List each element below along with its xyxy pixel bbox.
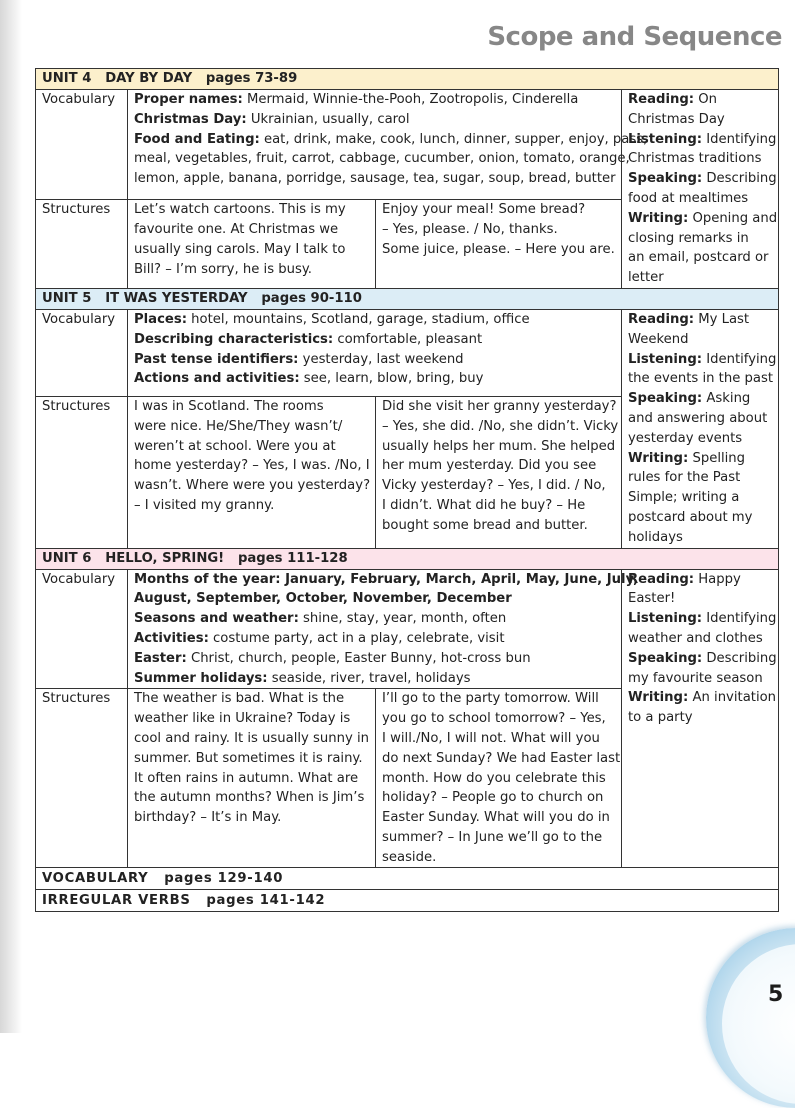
skill-description: Identifying — [702, 351, 777, 367]
structures-line: – Yes, she did. /No, she didn’t. Vicky — [382, 418, 619, 434]
vocabulary-words: shine, stay, year, month, often — [298, 611, 507, 627]
structures-line: summer. But sometimes it is rainy. — [134, 750, 363, 766]
structures-label: Structures — [36, 397, 128, 549]
vocabulary-words: hotel, mountains, Scotland, garage, stadium, office — [186, 311, 530, 327]
structures-line: do next Sunday? We had Easter last — [382, 750, 621, 766]
vocabulary-line — [134, 110, 615, 130]
skill-line — [628, 310, 772, 330]
structures-line: summer? – In June we’ll go to the — [382, 829, 603, 845]
skill-description: closing remarks in — [628, 230, 749, 246]
vocabulary-words: lemon, apple, banana, porridge, sausage, tea, sugar, soup, bread, butter — [134, 171, 616, 187]
skill-line — [628, 209, 778, 229]
skill-line — [628, 488, 772, 508]
vocabulary-words: Christ, church, people, Easter Bunny, hot-cross bun — [186, 650, 531, 666]
vocabulary-words: yesterday, last weekend — [298, 351, 464, 367]
skill-description: Happy — [694, 571, 741, 587]
structures-column-a — [128, 397, 376, 549]
vocabulary-line — [134, 90, 615, 110]
reference-section-title: IRREGULAR VERBS pages 141-142 — [36, 890, 779, 912]
structures-line: Bill? – I’m sorry, he is busy. — [134, 261, 312, 277]
vocabulary-words: Ukrainian, usually, carol — [246, 111, 410, 127]
vocabulary-topic: Seasons and weather: — [134, 611, 299, 627]
skill-description: the events in the past — [628, 371, 773, 387]
structures-line: birthday? – It’s in May. — [134, 810, 282, 826]
skill-type: Speaking: — [628, 650, 703, 666]
skill-type: Listening: — [628, 351, 703, 367]
vocabulary-line — [134, 649, 615, 669]
structures-line: her mum yesterday. Did you see — [382, 458, 597, 474]
skill-description: Simple; writing a — [628, 490, 740, 506]
structures-line: holiday? – People go to church on — [382, 790, 604, 806]
reference-section-title: VOCABULARY pages 129-140 — [36, 868, 779, 890]
skills-cell — [622, 309, 779, 548]
structures-line: cool and rainy. It is usually sunny in — [134, 730, 370, 746]
vocabulary-line — [134, 609, 615, 629]
skill-type: Reading: — [628, 92, 695, 107]
vocabulary-topic: Past tense identifiers: — [134, 351, 299, 367]
vocabulary-topic: Places: — [134, 311, 187, 327]
skill-description: rules for the Past — [628, 470, 741, 486]
skill-description: Opening and — [688, 210, 778, 226]
skill-line — [628, 110, 772, 130]
skill-description: an email, postcard or — [628, 250, 769, 266]
page-binding-shadow — [0, 0, 22, 1033]
structures-column-a — [128, 200, 376, 289]
skill-description: Weekend — [628, 331, 689, 347]
structures-line: home yesterday? – Yes, I was. /No, I — [134, 458, 370, 474]
vocabulary-line — [134, 589, 615, 609]
skill-line — [628, 429, 772, 449]
structures-line: month. How do you celebrate this — [382, 770, 606, 786]
structures-label: Structures — [36, 200, 128, 289]
structures-line: the autumn months? When is Jim’s — [134, 790, 365, 806]
structures-line: Did she visit her granny yesterday? — [382, 399, 617, 414]
skill-line — [628, 350, 777, 370]
vocabulary-topic: Months of the year: January, February, March, April, May, June, July, — [134, 571, 639, 587]
vocabulary-line — [134, 350, 615, 370]
structures-line: The weather is bad. What is the — [134, 691, 345, 707]
vocabulary-line — [134, 669, 615, 689]
vocabulary-words: eat, drink, make, cook, lunch, dinner, supper, enjoy, pass, — [259, 131, 648, 147]
unit-heading: UNIT 5 IT WAS YESTERDAY pages 90-110 — [36, 288, 779, 309]
skill-line — [628, 248, 772, 268]
structures-line: were nice. He/She/They wasn’t/ — [134, 418, 343, 434]
skill-description: Asking — [702, 391, 751, 407]
skill-type: Speaking: — [628, 171, 703, 187]
structures-line: favourite one. At Christmas we — [134, 222, 339, 238]
skill-type: Writing: — [628, 210, 689, 226]
structures-line: Some juice, please. – Here you are. — [382, 242, 615, 257]
skill-type: Writing: — [628, 690, 689, 706]
unit-heading-row — [36, 288, 779, 309]
vocabulary-words: meal, vegetables, fruit, carrot, cabbage, cucumber, onion, tomato, orange, — [134, 151, 630, 167]
vocabulary-topic: Actions and activities: — [134, 371, 300, 387]
skill-description: weather and clothes — [628, 630, 763, 646]
skill-type: Writing: — [628, 450, 689, 466]
vocabulary-row — [36, 90, 779, 200]
skill-line — [628, 528, 772, 548]
skill-description: letter — [628, 270, 664, 286]
vocabulary-topic: Proper names: — [134, 92, 243, 107]
skill-line — [628, 708, 772, 728]
skill-description: Spelling — [688, 450, 746, 466]
skill-description: postcard about my — [628, 509, 753, 525]
vocabulary-topic: Easter: — [134, 650, 187, 666]
structures-line: usually sing carols. May I talk to — [134, 242, 346, 257]
skill-line — [628, 130, 777, 150]
structures-line: wasn’t. Where were you yesterday? — [134, 478, 371, 494]
structures-column-b — [376, 397, 622, 549]
vocabulary-words: comfortable, pleasant — [333, 331, 483, 347]
vocabulary-content — [128, 569, 639, 689]
structures-line: weren’t at school. Were you at — [134, 438, 336, 454]
vocabulary-content — [128, 90, 648, 200]
structures-line: It often rains in autumn. What are — [134, 770, 359, 786]
structures-line: I’ll go to the party tomorrow. Will — [382, 691, 599, 707]
vocabulary-line — [134, 369, 615, 389]
skill-description: holidays — [628, 529, 683, 545]
skill-line — [628, 229, 772, 249]
skill-description: to a party — [628, 710, 693, 726]
structures-line: I didn’t. What did he buy? – He — [382, 497, 586, 513]
skill-line — [628, 468, 772, 488]
structures-line: seaside. — [382, 849, 437, 865]
structures-line: weather like in Ukraine? Today is — [134, 711, 351, 727]
skill-line — [628, 669, 772, 689]
skill-line — [628, 169, 777, 189]
skill-description: and answering about — [628, 410, 768, 426]
vocabulary-words: seaside, river, travel, holidays — [267, 670, 471, 686]
skill-line — [628, 649, 777, 669]
structures-line: – I visited my granny. — [134, 497, 275, 513]
structures-line: you go to school tomorrow? – Yes, — [382, 711, 606, 727]
vocabulary-topic: Summer holidays: — [134, 670, 268, 686]
reference-section-row — [36, 890, 779, 912]
skills-cell — [622, 569, 779, 868]
vocabulary-line — [134, 169, 615, 189]
skill-line — [628, 688, 777, 708]
skill-type: Reading: — [628, 311, 695, 327]
skill-line — [628, 449, 772, 469]
skill-description: food at mealtimes — [628, 190, 749, 206]
skill-line — [628, 389, 772, 409]
skill-description: Christmas traditions — [628, 151, 762, 167]
vocabulary-topic: Activities: — [134, 630, 209, 646]
vocabulary-row — [36, 569, 779, 689]
structures-line: usually helps her mum. She helped — [382, 438, 616, 454]
vocabulary-topic: August, September, October, November, December — [134, 591, 512, 607]
skill-type: Listening: — [628, 611, 703, 627]
structures-line: Enjoy your meal! Some bread? — [382, 202, 586, 218]
reference-section-row — [36, 868, 779, 890]
page-number: 5 — [768, 982, 784, 1007]
skill-description: On — [694, 92, 717, 107]
vocabulary-line — [134, 130, 648, 150]
skill-description: Easter! — [628, 591, 676, 607]
structures-line: – Yes, please. / No, thanks. — [382, 222, 558, 238]
vocabulary-label: Vocabulary — [36, 90, 128, 200]
unit-heading-row — [36, 548, 779, 569]
skill-line — [628, 570, 772, 590]
structures-label: Structures — [36, 689, 128, 868]
skill-line — [628, 330, 772, 350]
vocabulary-label: Vocabulary — [36, 569, 128, 689]
vocabulary-line — [134, 310, 615, 330]
structures-line: Vicky yesterday? – Yes, I did. / No, — [382, 478, 606, 494]
skill-description: Describing — [702, 650, 777, 666]
structures-line: I will./No, I will not. What will you — [382, 730, 600, 746]
skill-description: An invitation — [688, 690, 777, 706]
structures-line: bought some bread and butter. — [382, 517, 588, 533]
scope-table — [35, 68, 779, 912]
vocabulary-row — [36, 309, 779, 396]
structures-column-b — [376, 689, 622, 868]
page-title: Scope and Sequence — [487, 22, 782, 52]
vocabulary-words: costume party, act in a play, celebrate, visit — [208, 630, 505, 646]
vocabulary-words: Mermaid, Winnie-the-Pooh, Zootropolis, Cinderella — [242, 92, 579, 107]
vocabulary-line — [134, 330, 615, 350]
skill-description: my favourite season — [628, 670, 763, 686]
unit-heading-row — [36, 69, 779, 90]
skill-line — [628, 629, 772, 649]
skill-line — [628, 609, 777, 629]
skill-type: Reading: — [628, 571, 695, 587]
skill-line — [628, 589, 772, 609]
unit-heading: UNIT 6 HELLO, SPRING! pages 111-128 — [36, 548, 779, 569]
vocabulary-topic: Food and Eating: — [134, 131, 260, 147]
unit-heading: UNIT 4 DAY BY DAY pages 73-89 — [36, 69, 779, 90]
vocabulary-content — [128, 309, 622, 396]
skill-line — [628, 189, 772, 209]
vocabulary-topic: Describing characteristics: — [134, 331, 334, 347]
vocabulary-topic: Christmas Day: — [134, 111, 247, 127]
skill-description: My Last — [694, 311, 750, 327]
structures-line: Let’s watch cartoons. This is my — [134, 202, 346, 218]
vocabulary-label: Vocabulary — [36, 309, 128, 396]
vocabulary-line — [134, 570, 639, 590]
skill-line — [628, 369, 772, 389]
skill-description: Christmas Day — [628, 111, 725, 127]
skill-line — [628, 90, 772, 110]
skill-description: Identifying — [702, 611, 777, 627]
vocabulary-line — [134, 149, 630, 169]
skill-description: yesterday events — [628, 430, 743, 446]
skill-line — [628, 508, 772, 528]
skill-description: Identifying — [702, 131, 777, 147]
skill-line — [628, 268, 772, 288]
skill-type: Speaking: — [628, 391, 703, 407]
skill-type: Listening: — [628, 131, 703, 147]
structures-line: Easter Sunday. What will you do in — [382, 810, 610, 826]
structures-line: I was in Scotland. The rooms — [134, 399, 324, 414]
skill-line — [628, 149, 772, 169]
skill-line — [628, 409, 772, 429]
structures-column-a — [128, 689, 376, 868]
structures-column-b — [376, 200, 622, 289]
skills-cell — [622, 90, 779, 289]
vocabulary-words: see, learn, blow, bring, buy — [299, 371, 484, 387]
skill-description: Describing — [702, 171, 777, 187]
vocabulary-line — [134, 629, 615, 649]
